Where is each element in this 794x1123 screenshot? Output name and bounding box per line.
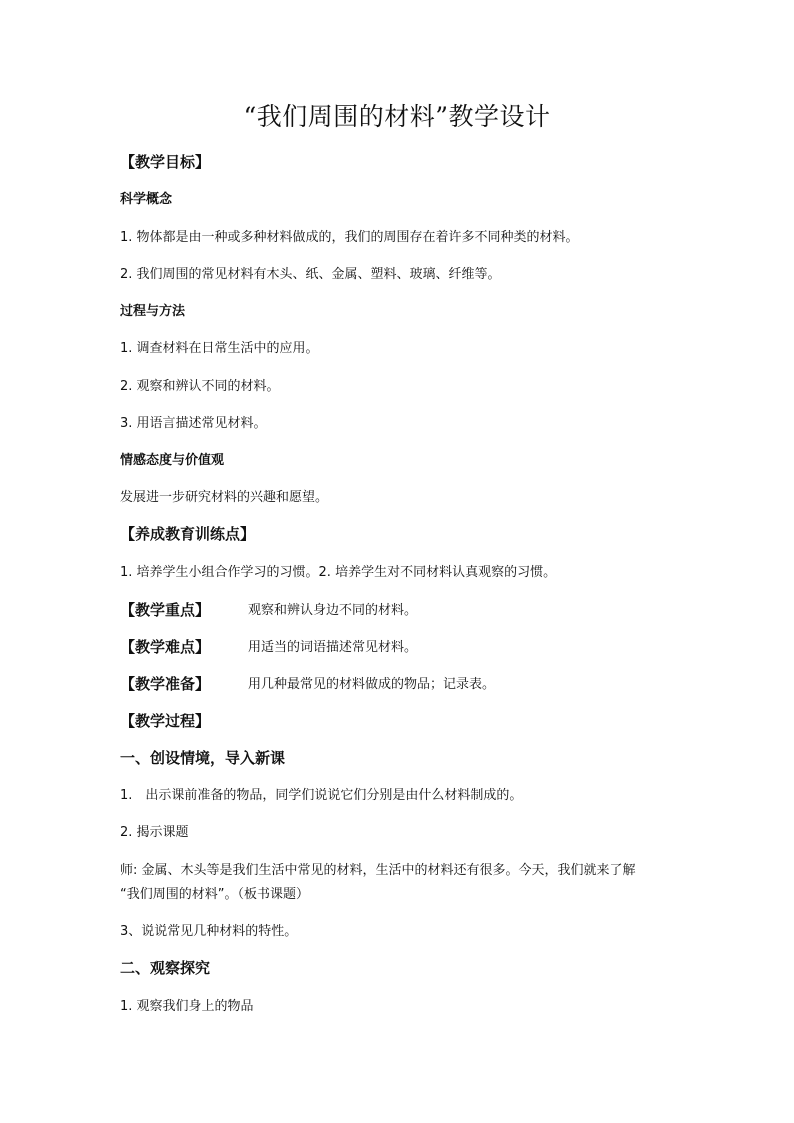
key-point-value: 观察和辨认身边不同的材料。 bbox=[248, 603, 418, 618]
attitude-text: 发展进一步研究材料的兴趣和愿望。 bbox=[120, 490, 329, 505]
key-point-row bbox=[120, 603, 680, 623]
part1-heading: 一、创设情境，导入新课 bbox=[120, 749, 286, 767]
key-point-label: 【教学重点】 bbox=[120, 601, 211, 619]
part1-item-3: 3、说说常见几种材料的特性。 bbox=[120, 924, 298, 939]
teacher-line-1: 师: 金属、木头等是我们生活中常见的材料，生活中的材料还有很多。今天，我们就来了解 bbox=[120, 863, 636, 878]
process-item-1: 1. 调查材料在日常生活中的应用。 bbox=[120, 341, 319, 356]
part1-item-2: 2. 揭示课题 bbox=[120, 825, 189, 840]
process-item-3: 3. 用语言描述常见材料。 bbox=[120, 416, 267, 431]
section-heading-habits: 【养成教育训练点】 bbox=[120, 525, 256, 543]
concept-item-2: 2. 我们周围的常见材料有木头、纸、金属、塑料、玻璃、纤维等。 bbox=[120, 267, 501, 282]
habits-text: 1. 培养学生小组合作学习的习惯。2. 培养学生对不同材料认真观察的习惯。 bbox=[120, 565, 557, 580]
difficulty-label: 【教学难点】 bbox=[120, 638, 211, 656]
section-heading-objectives: 【教学目标】 bbox=[120, 153, 211, 171]
process-item-2: 2. 观察和辨认不同的材料。 bbox=[120, 379, 280, 394]
part2-item-1: 1. 观察我们身上的物品 bbox=[120, 999, 254, 1014]
subheading-science-concept: 科学概念 bbox=[120, 192, 173, 207]
document-title: “我们周围的材料”教学设计 bbox=[243, 102, 551, 131]
difficulty-value: 用适当的词语描述常见材料。 bbox=[248, 640, 418, 655]
part1-item-1: 1. 出示课前准备的物品，同学们说说它们分别是由什么材料制成的。 bbox=[120, 788, 523, 803]
subheading-process-method: 过程与方法 bbox=[120, 304, 186, 319]
section-heading-process: 【教学过程】 bbox=[120, 712, 211, 730]
preparation-label: 【教学准备】 bbox=[120, 675, 211, 693]
concept-item-1: 1. 物体都是由一种或多种材料做成的，我们的周围存在着许多不同种类的材料。 bbox=[120, 230, 579, 245]
preparation-row bbox=[120, 677, 680, 697]
part2-heading: 二、观察探究 bbox=[120, 959, 211, 977]
subheading-attitude-values: 情感态度与价值观 bbox=[120, 453, 225, 468]
difficulty-row bbox=[120, 640, 680, 660]
teacher-line-2: “我们周围的材料”。（板书课题） bbox=[120, 887, 309, 902]
preparation-value: 用几种最常见的材料做成的物品；记录表。 bbox=[248, 677, 496, 692]
